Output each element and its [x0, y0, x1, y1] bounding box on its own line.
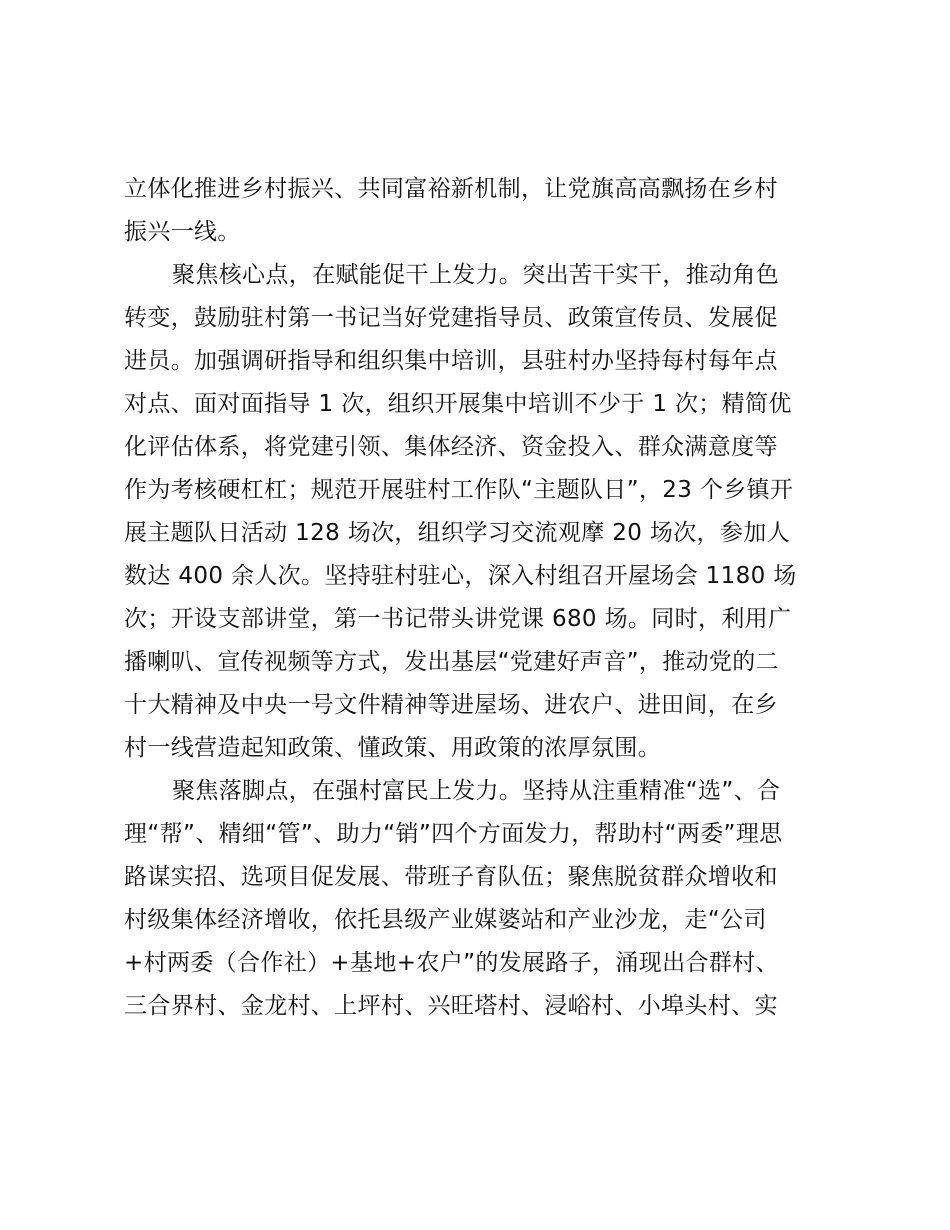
body-text: [124, 168, 836, 1028]
paragraph-start-line: 聚焦落脚点，在强村富民上发力。坚持从注重精准“选”、合: [172, 778, 781, 804]
text-line: 村级集体经济增收，依托县级产业媒婆站和产业沙龙，走“公司: [124, 907, 767, 933]
paragraph-start-line: 聚焦核心点，在赋能促干上发力。突出苦干实干，推动角色: [172, 262, 780, 288]
text-line: 化评估体系，将党建引领、集体经济、资金投入、群众满意度等: [124, 434, 778, 460]
text-line: 振兴一线。: [124, 219, 241, 245]
text-line: 十大精神及中央一号文件精神等进屋场、进农户、进田间，在乡: [124, 692, 778, 718]
text-line: 播喇叭、宣传视频等方式，发出基层“党建好声音”，推动党的二: [124, 649, 779, 675]
text-line: 路谋实招、选项目促发展、带班子育队伍；聚焦脱贫群众增收和: [124, 864, 778, 890]
text-line: 次；开设支部讲堂，第一书记带头讲党课 680 场。同时，利用广: [124, 606, 792, 632]
text-line: 作为考核硬杠杠；规范开展驻村工作队“主题队日”，23 个乡镇开: [124, 477, 794, 503]
text-line: 对点、面对面指导 1 次，组织开展集中培训不少于 1 次；精简优: [124, 391, 792, 417]
text-line: +村两委（合作社）+基地+农户”的发展路子，涌现出合群村、: [124, 950, 779, 976]
text-line: 转变，鼓励驻村第一书记当好党建指导员、政策宣传员、发展促: [124, 305, 778, 331]
text-line: 数达 400 余人次。坚持驻村驻心，深入村组召开屋场会 1180 场: [124, 563, 797, 589]
text-line: 展主题队日活动 128 场次，组织学习交流观摩 20 场次，参加人: [124, 520, 790, 546]
text-line: 进员。加强调研指导和组织集中培训，县驻村办坚持每村每年点: [124, 348, 778, 374]
text-line: 理“帮”、精细“管”、助力“销”四个方面发力，帮助村“两委”理思: [124, 821, 783, 847]
text-line: 三合界村、金龙村、上坪村、兴旺塔村、浸峪村、小埠头村、实: [124, 993, 778, 1019]
text-line: 村一线营造起知政策、懂政策、用政策的浓厚氛围。: [124, 735, 662, 761]
text-line: 立体化推进乡村振兴、共同富裕新机制，让党旗高高飘扬在乡村: [124, 176, 778, 202]
